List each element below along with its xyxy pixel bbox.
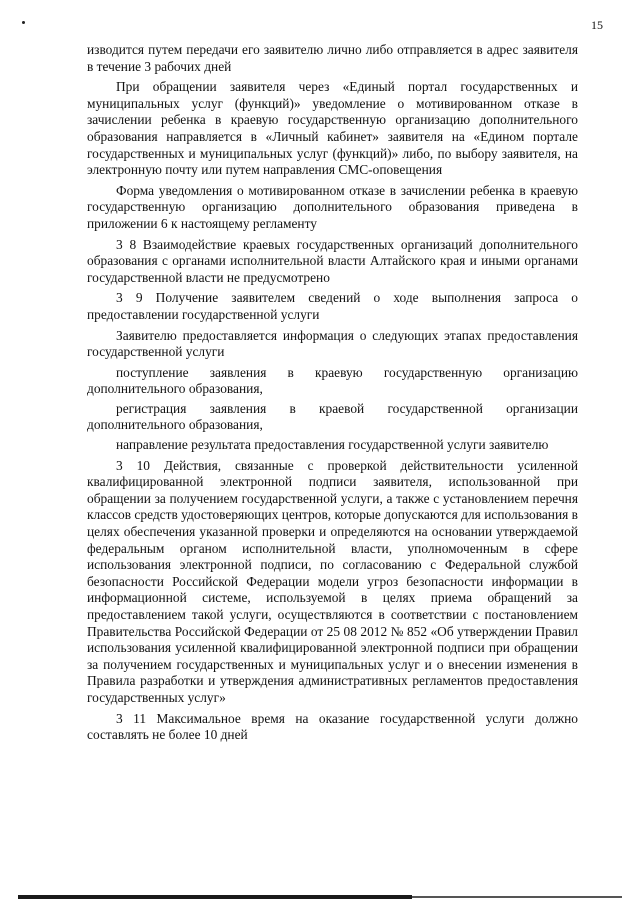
scan-bottom-edge-tail (412, 896, 622, 898)
paragraph-stages-intro: Заявителю предоставляется информация о следующих этапах предоставления государственной услуги (87, 327, 578, 360)
paragraph-stage-registration: регистрация заявления в краевой государственной организации дополнительного образования, (87, 400, 578, 433)
paragraph-notification-form: Форма уведомления о мотивированном отказе в зачислении ребенка в краевую государственную организацию дополнительного образования приведена в приложении 6 к настоящему регламенту (87, 182, 578, 231)
paragraph-stage-result: направление результата предоставления государственной услуги заявителю (116, 437, 549, 453)
scan-speck (22, 21, 25, 24)
paragraph-stage-receipt: поступление заявления в краевую государственную организацию дополнительного образования, (87, 364, 578, 397)
document-body (87, 42, 578, 748)
scan-bottom-edge (18, 895, 412, 899)
paragraph-section-3-10: 3 10 Действия, связанные с проверкой действительности усиленной квалифицированной электронной подписи заявителя, использованной при обращении за получением государственной услуги, а также с установлением перечня классов средств удостоверяющих центров, которые допускаются для использования в целях обеспечения указанной проверки и определяются на основании утверждаемой федеральным органом исполнительной власти, уполномоченным в сфере использования электронной подписи, по согласованию с Федеральной службой безопасности Российской Федерации модели угроз безопасности информации в информационной системе, используемой в целях приема обращений за предоставлением такой услуги, осуществляются в соответствии с постановлением Правительства Российской Федерации от 25 08 2012 № 852 «Об утверждении Правил использования усиленной квалифицированной электронной подписи при обращении за получением государственных и муниципальных услуг и о внесении изменения в Правила разработки и утверждения административных регламентов предоставления государственных услуг» (87, 457, 578, 705)
paragraph-continuation: изводится путем передачи его заявителю лично либо отправляется в адрес заявителя в течение 3 рабочих дней (87, 42, 578, 74)
paragraph-section-3-11: 3 11 Максимальное время на оказание государственной услуги должно составлять не более 10 дней (87, 710, 578, 743)
paragraph-portal-notification: При обращении заявителя через «Единый портал государственных и муниципальных услуг (функций)» уведомление о мотивированном отказе в зачислении ребенка в краевую государственную организацию дополнительного образования направляется в «Личный кабинет» заявителя на «Едином портале государственных и муниципальных услуг (функций)» либо, по выбору заявителя, на электронную почту или путем направления СМС-оповещения (87, 79, 578, 178)
page-number: 15 (591, 18, 603, 32)
paragraph-section-3-9: 3 9 Получение заявителем сведений о ходе выполнения запроса о предоставлении государственной услуги (87, 290, 578, 322)
paragraph-section-3-8: 3 8 Взаимодействие краевых государственных организаций дополнительного образования с органами исполнительной власти Алтайского края и иными органами государственной власти не предусмотрено (87, 236, 578, 285)
